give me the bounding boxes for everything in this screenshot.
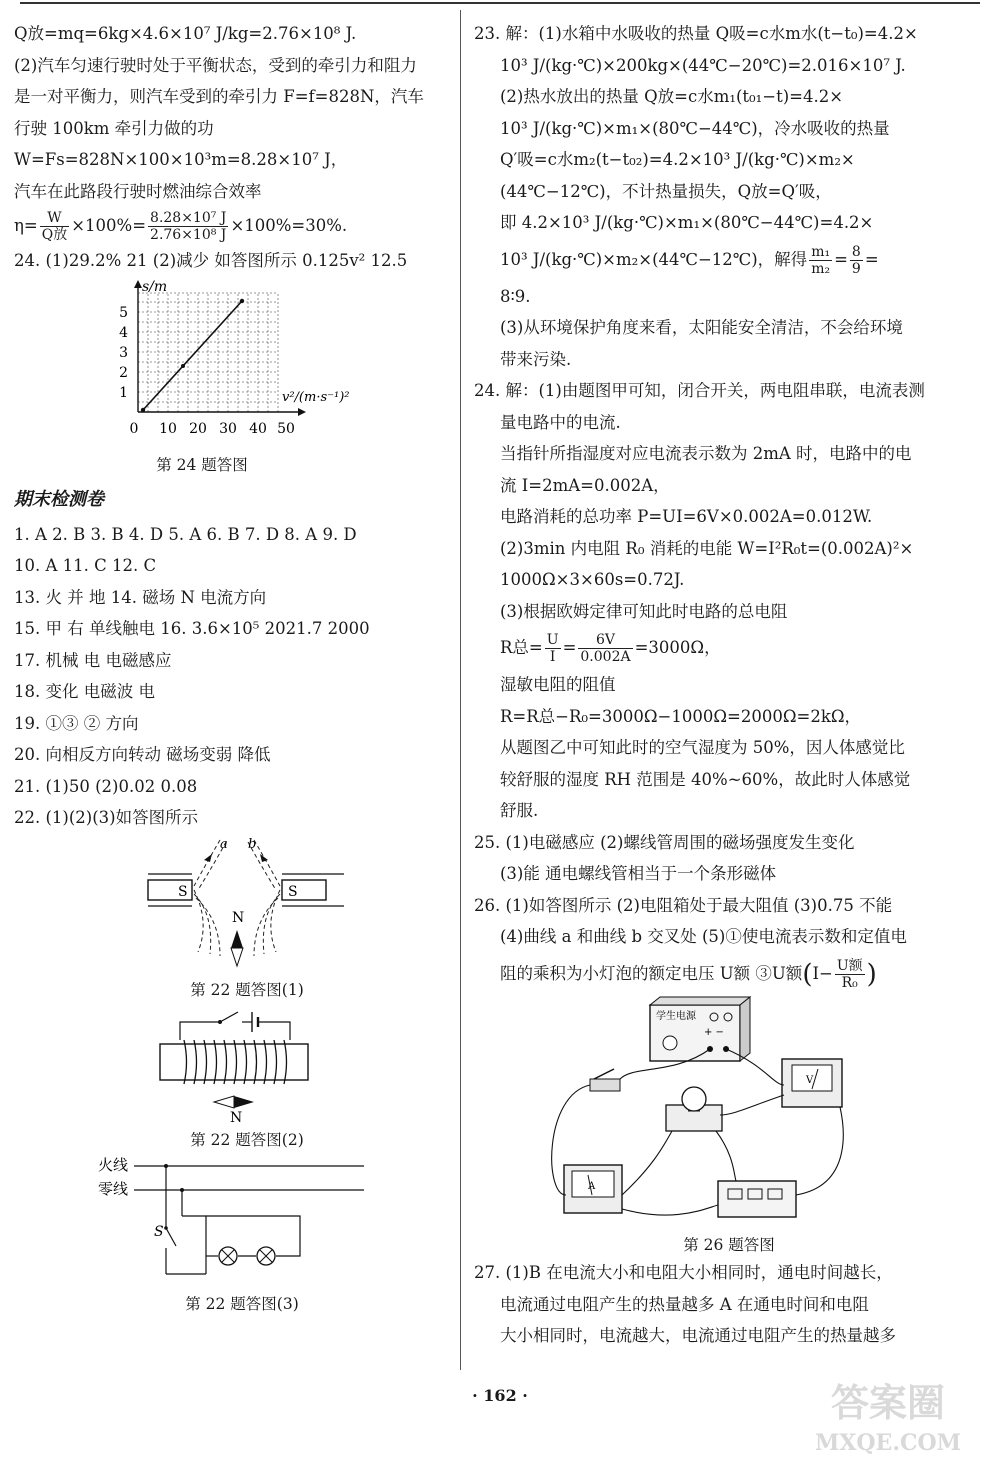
- x-tick: 50: [277, 420, 295, 437]
- text-line: R=R总−R₀=3000Ω−1000Ω=2000Ω=2kΩ，: [500, 706, 862, 726]
- text-line: (44℃−12℃)，不计热量损失，Q放=Q′吸，: [500, 181, 832, 201]
- fraction: $\frac{W}{\text{Q放}}$: [41, 210, 68, 243]
- text-line: W=Fs=828N×100×10³m=8.28×10⁷ J，: [14, 150, 348, 169]
- fraction: $\frac{6V}{0.002A}$: [580, 632, 631, 665]
- text-line: 从题图乙中可知此时的空气湿度为 50%，因人体感觉比: [500, 738, 905, 757]
- fraction: $\frac{U}{I}$: [546, 632, 559, 665]
- answer-line: 20. 向相反方向转动 磁场变弱 降低: [14, 745, 271, 764]
- neutral-wire-label: 零线: [98, 1179, 129, 1198]
- figure-22-1: [14, 834, 450, 1002]
- fraction: $\frac{\text{U额}}{\text{R₀}}$: [836, 957, 863, 991]
- household-circuit-diagram: [14, 1156, 450, 1286]
- figure-22-2: [14, 1002, 450, 1156]
- figure-caption: 第 24 题答图: [156, 455, 248, 474]
- graph-24: [14, 277, 450, 447]
- magnetic-field-diagram: [14, 834, 450, 972]
- text-line: 量电路中的电流.: [500, 412, 621, 432]
- text-line: (4)曲线 a 和曲线 b 交叉处 (5)①使电流表示数和定值电: [500, 927, 907, 946]
- text-line: 大小相同时，电流越大，电流通过电阻产生的热量越多: [500, 1326, 896, 1345]
- question-24-answer: 24. (1)29.2% 21 (2)减少 如答图所示 0.125v² 12.5: [14, 251, 408, 270]
- switch-label: S: [154, 1223, 164, 1240]
- line-a-label: a: [220, 836, 228, 852]
- text-line: 24. 解：(1)由题图甲可知，闭合开关，两电阻串联，电流表测: [474, 381, 925, 400]
- y-tick: 5: [119, 304, 128, 321]
- text-line: 行驶 100km 牵引力做的功: [14, 118, 214, 138]
- text-line: 10³ J/(kg·℃)×200kg×(44℃−20℃)=2.016×10⁷ J.: [500, 55, 906, 75]
- ratio-equation: 10³ J/(kg·℃)×m₂×(44℃−12℃)，解得 $\frac{\text{m₁}}{\text{m₂}}$ = $\frac{8}{9}$ =: [500, 243, 879, 277]
- figure-caption: 第 22 题答图(3): [185, 1294, 299, 1313]
- answer-line: 18. 变化 电磁波 电: [14, 682, 155, 701]
- watermark: [798, 1372, 978, 1458]
- text-line: (2)热水放出的热量 Q放=c水m₁(t₀₁−t)=4.2×: [500, 87, 844, 106]
- text-line: 8∶9.: [500, 286, 531, 306]
- text-line: 带来污染.: [500, 349, 572, 369]
- resistance-equation: R总= $\frac{U}{I}$ = $\frac{6V}{0.002A}$ =3000Ω，: [500, 632, 721, 665]
- text-line: 较舒服的湿度 RH 范围是 40%~60%，故此时人体感觉: [500, 769, 911, 789]
- text-line: (2)3min 内电阻 R₀ 消耗的电能 W=I²R₀t=(0.002A)²×: [500, 538, 914, 558]
- text-line: 电路消耗的总功率 P=UI=6V×0.002A=0.012W.: [500, 507, 873, 526]
- y-tick: 3: [119, 344, 128, 361]
- watermark-bottom: MXQE.COM: [814, 1430, 962, 1456]
- text-line: 流 I=2mA=0.002A，: [500, 475, 670, 495]
- text-line: (3)根据欧姆定律可知此时电路的总电阻: [500, 601, 788, 621]
- figure-22-3: [14, 1156, 450, 1320]
- text-line: 1000Ω×3×60s=0.72J.: [500, 570, 685, 589]
- supply-polarity: + −: [704, 1027, 724, 1038]
- pole-right-label: S: [288, 883, 298, 900]
- text-line: 26. (1)如答图所示 (2)电阻箱处于最大阻值 (3)0.75 不能: [474, 895, 893, 915]
- fraction: $\frac{\text{8.28×10⁷ J}}{\text{2.76×10⁸ J}}$: [150, 210, 227, 243]
- text-line: Q′吸=c水m₂(t−t₀₂)=4.2×10³ J/(kg·℃)×m₂×: [500, 150, 855, 169]
- answer-line: 17. 机械 电 电磁感应: [14, 650, 172, 670]
- fraction: $\frac{8}{9}$: [851, 243, 861, 277]
- right-column: [474, 18, 984, 1352]
- text-line: 是一对平衡力，则汽车受到的牵引力 F=f=828N，汽车: [14, 87, 424, 106]
- answer-line: 19. ①③ ② 方向: [14, 713, 139, 733]
- answer-line: 1. A 2. B 3. B 4. D 5. A 6. B 7. D 8. A 9. D: [14, 524, 357, 544]
- fraction: $\frac{\text{m₁}}{\text{m₂}}$: [811, 243, 831, 277]
- x-tick: 20: [189, 420, 207, 437]
- figure-24: [14, 277, 450, 473]
- live-wire-label: 火线: [98, 1155, 129, 1174]
- text-line: 电流通过电阻产生的热量越多 A 在通电时间和电阻: [500, 1294, 869, 1314]
- svg-text:A: A: [588, 1181, 596, 1192]
- figure-caption: 第 26 题答图: [683, 1236, 775, 1254]
- section-title: 期末检测卷: [14, 488, 104, 510]
- text-line: Q放=mq=6kg×4.6×10⁷ J/kg=2.76×10⁸ J.: [14, 24, 357, 43]
- figure-26: [474, 995, 984, 1257]
- circuit-photo-diagram: [474, 995, 984, 1227]
- text-line: (3)从环境保护角度来看，太阳能安全清洁，不会给环境: [500, 318, 903, 337]
- x-tick: 10: [159, 420, 177, 437]
- x-tick: 30: [219, 420, 237, 437]
- text-line: (2)汽车匀速行驶时处于平衡状态，受到的牵引力和阻力: [14, 55, 417, 75]
- text-line: 25. (1)电磁感应 (2)螺线管周围的磁场强度发生变化: [474, 832, 855, 852]
- origin-label: 0: [129, 420, 139, 437]
- text-line: 23. 解：(1)水箱中水吸收的热量 Q吸=c水m水(t−t₀)=4.2×: [474, 24, 918, 43]
- svg-text:V: V: [806, 1075, 814, 1086]
- text-line: 汽车在此路段行驶时燃油综合效率: [14, 181, 262, 201]
- needle-n-label: N: [230, 1109, 243, 1122]
- watermark-top: 答案圈: [830, 1380, 946, 1425]
- page-number: · 162 ·: [472, 1386, 528, 1405]
- figure-caption: 第 22 题答图(1): [190, 980, 304, 999]
- line-b-label: b: [248, 836, 257, 852]
- text-line: 27. (1)B 在电流大小和电阻大小相同时，通电时间越长，: [474, 1263, 893, 1282]
- supply-label: 学生电源: [656, 1011, 696, 1022]
- y-tick: 2: [119, 364, 128, 381]
- text-line: 湿敏电阻的阻值: [500, 675, 616, 694]
- answer-line: 10. A 11. C 12. C: [14, 556, 157, 575]
- text-line: 当指针所指湿度对应电流表示数为 2mA 时，电路中的电: [500, 444, 912, 463]
- y-tick: 4: [119, 324, 128, 341]
- solenoid-diagram: [14, 1002, 450, 1122]
- left-column: [14, 18, 450, 1320]
- answer-line: 21. (1)50 (2)0.02 0.08: [14, 776, 198, 796]
- pole-left-label: S: [178, 883, 188, 900]
- answer-line: 22. (1)(2)(3)如答图所示: [14, 808, 199, 827]
- y-tick: 1: [119, 384, 128, 401]
- x-axis-label: v²/(m·s⁻¹)²: [282, 389, 350, 405]
- needle-n-label: N: [232, 909, 245, 926]
- efficiency-equation: η= $\frac{W}{\text{Q放}}$ ×100%= $\frac{\text{8.28×10⁷ J}}{\text{2.76×10⁸ J}}$ ×100%=30%.: [14, 210, 348, 243]
- answer-line: 13. 火 并 地 14. 磁场 N 电流方向: [14, 587, 267, 607]
- text-line: (3)能 通电螺线管相当于一个条形磁体: [500, 864, 777, 883]
- y-axis-label: s/m: [142, 278, 168, 295]
- power-expression: 阻的乘积为小灯泡的额定电压 U额 ③U额(I− $\frac{\text{U额}}{\text{R₀}}$ ): [500, 957, 877, 991]
- x-tick: 40: [249, 420, 267, 437]
- column-divider: [460, 10, 461, 1370]
- text-line: 即 4.2×10³ J/(kg·℃)×m₁×(80℃−44℃)=4.2×: [500, 213, 874, 232]
- text-line: 舒服.: [500, 801, 539, 820]
- text-line: 10³ J/(kg·℃)×m₁×(80℃−44℃)，冷水吸收的热量: [500, 118, 890, 138]
- answer-line: 15. 甲 右 单线触电 16. 3.6×10⁵ 2021.7 2000: [14, 619, 370, 638]
- top-rule: [20, 2, 980, 4]
- figure-caption: 第 22 题答图(2): [190, 1130, 304, 1149]
